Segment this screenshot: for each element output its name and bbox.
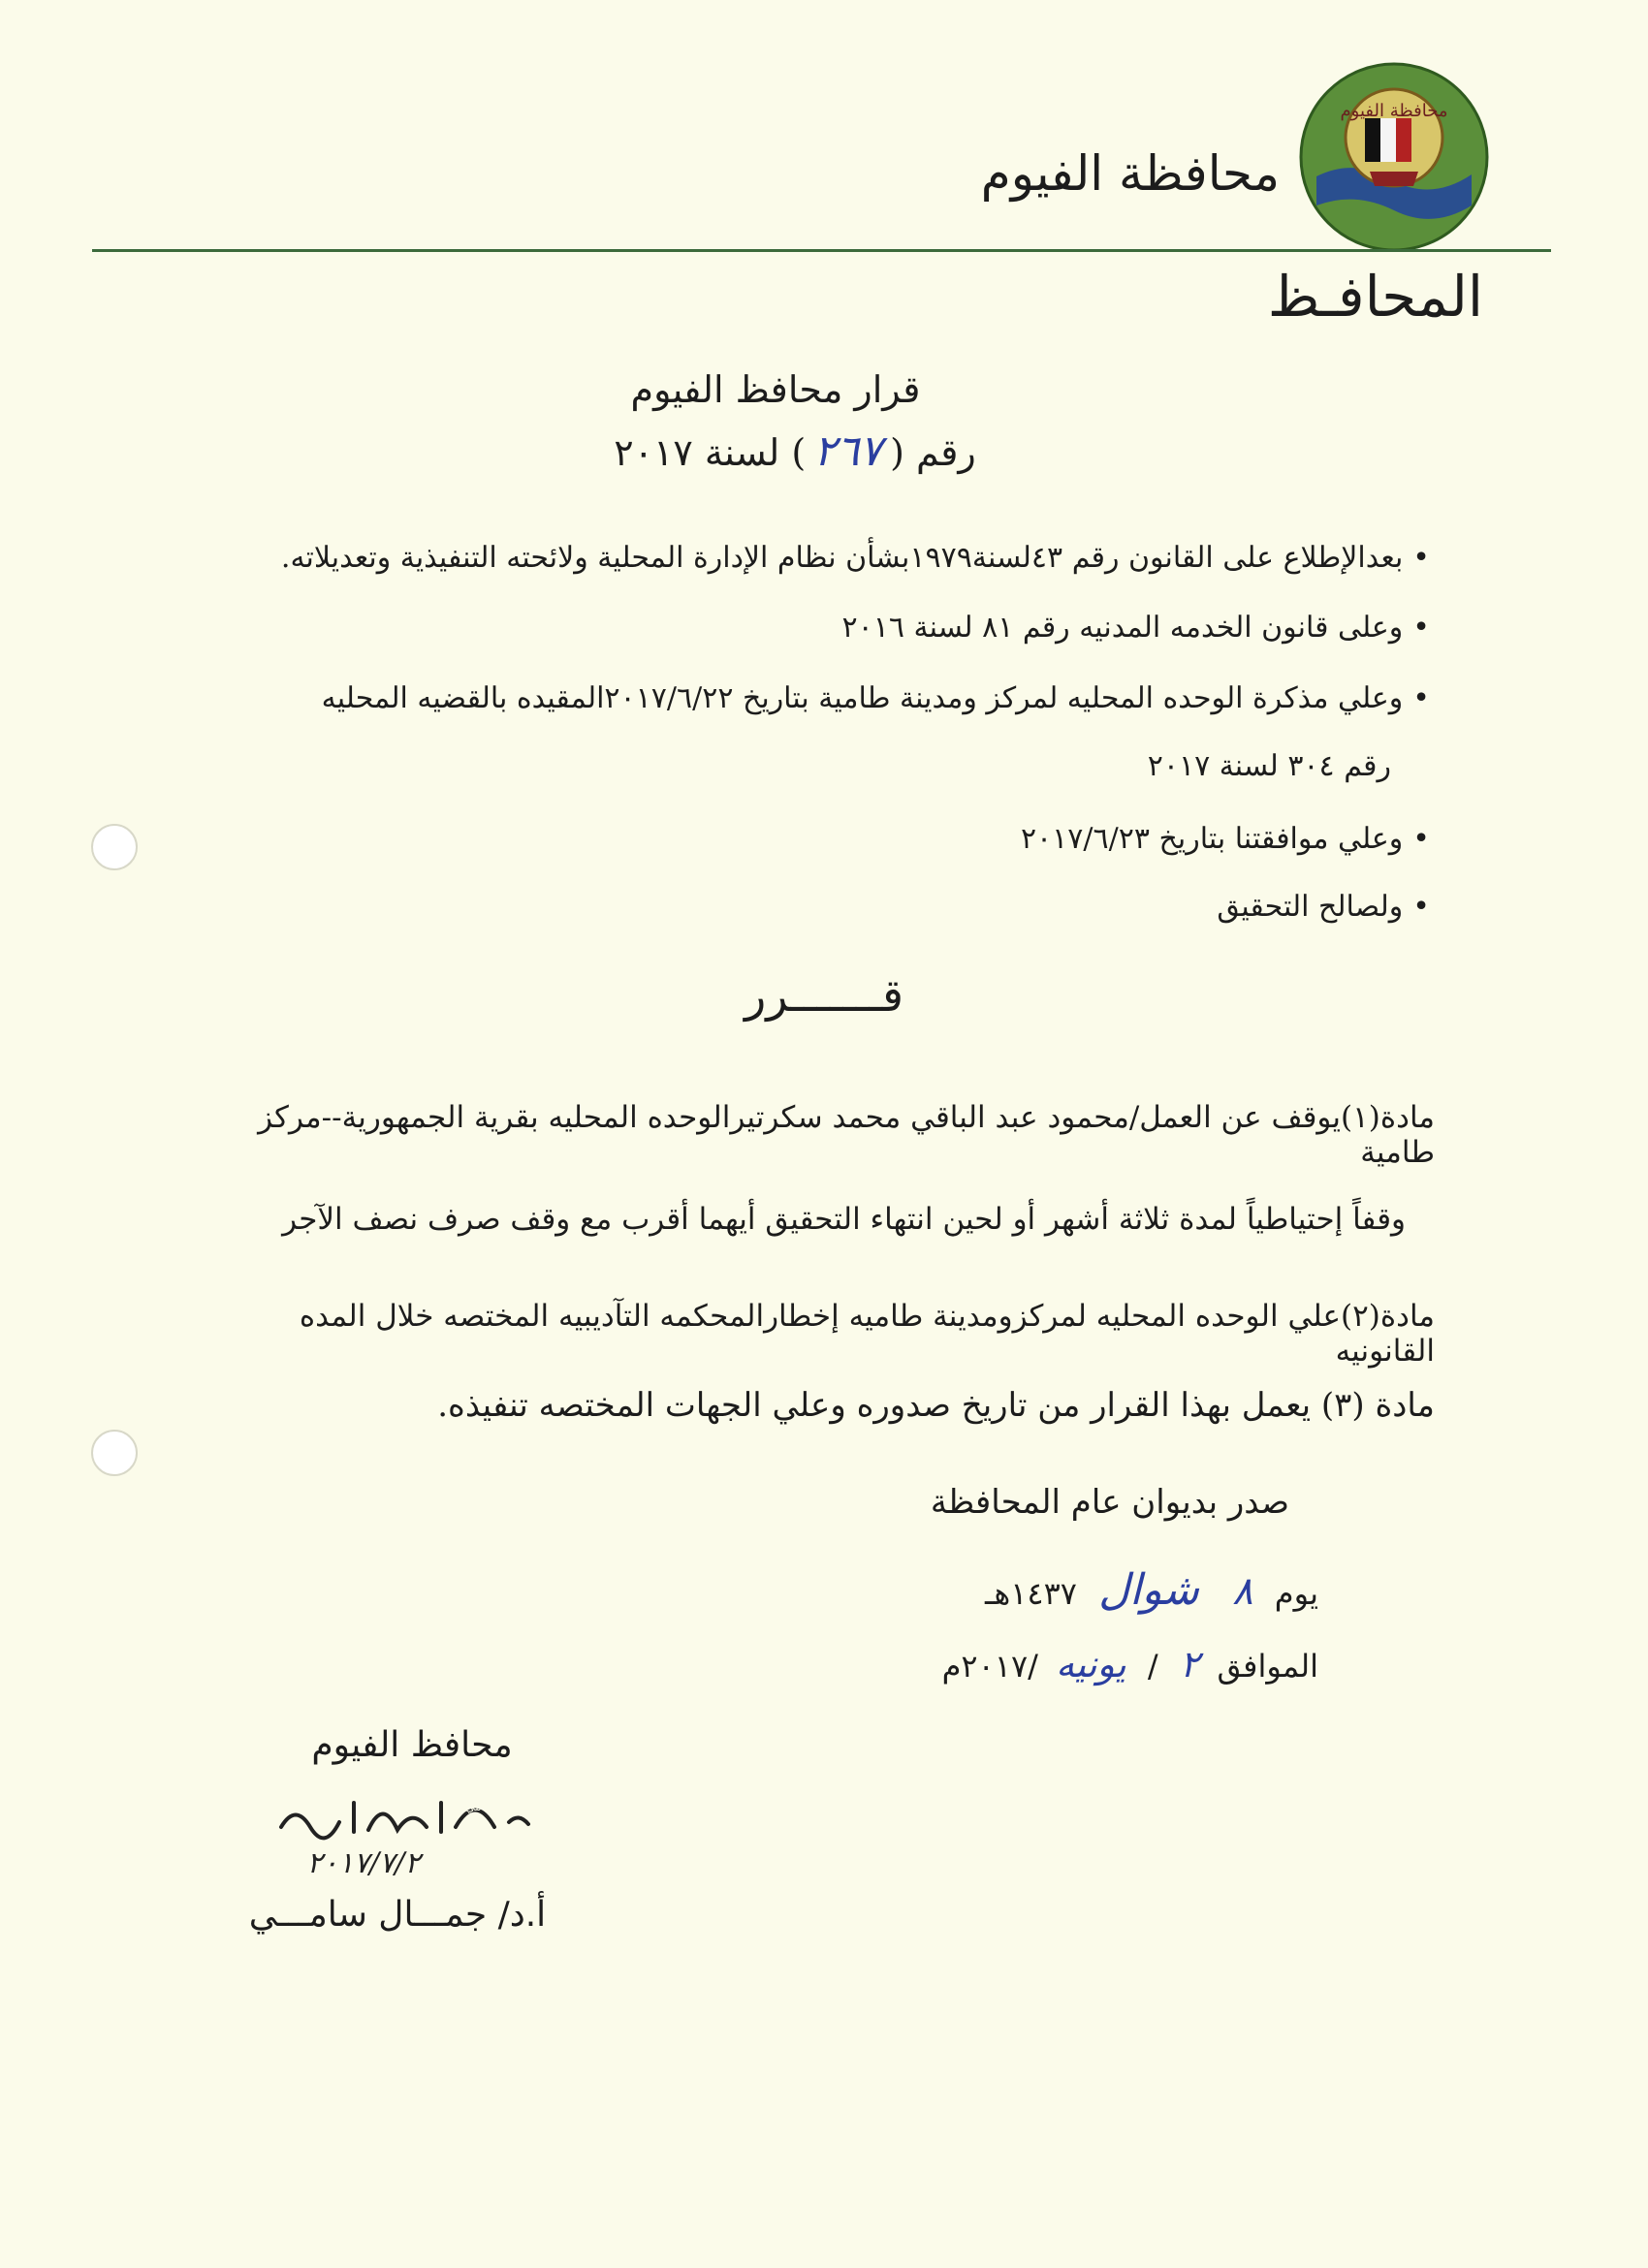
day-handwritten: ٨ (1232, 1569, 1253, 1614)
binder-hole-top (91, 824, 138, 870)
governorate-name: محافظة الفيوم (980, 145, 1280, 202)
day-label: يوم (1274, 1575, 1318, 1612)
article-2: مادة(٢)علي الوحده المحليه لمركزومدينة طاميه إخطارالمحكمه التآديبيه المختصه خلال المده القانونيه (299, 1299, 1435, 1369)
preamble-item: •وعلي مذكرة الوحده المحليه لمركز ومدينة طامية بتاريخ ٢٠١٧/٦/٢٢المقيده بالقضيه المحليه (321, 681, 1430, 715)
decision-number-handwritten: ٢٦٧ (813, 426, 883, 476)
signature-date: ٢٠١٧/٧/٢ (306, 1846, 421, 1880)
governorate-logo (1297, 60, 1491, 254)
svg-text:د جمال سامي: د جمال سامي (465, 1800, 533, 1813)
decision-number-suffix: ) لسنة ٢٠١٧ (614, 431, 807, 474)
corresponding-label: الموافق (1217, 1648, 1318, 1685)
preamble-item: •بعدالإطلاع على القانون رقم ٤٣لسنة١٩٧٩بشأن نظام الإدارة المحلية ولائحته التنفيذية وتعديلاته. (280, 541, 1430, 575)
svg-text:محافظة الفيوم: محافظة الفيوم (1340, 101, 1448, 121)
resolves-heading: قـــــــرر (745, 969, 903, 1022)
hijri-date (853, 1565, 1318, 1615)
issued-at: صدر بديوان عام المحافظة (930, 1483, 1289, 1522)
binder-hole-bottom (91, 1430, 138, 1476)
article-3: مادة (٣) يعمل بهذا القرار من تاريخ صدوره وعلي الجهات المختصه تنفيذه. (437, 1386, 1435, 1425)
decision-title: قرار محافظ الفيوم (630, 368, 921, 411)
header-divider (92, 249, 1551, 252)
greg-day-handwritten: ٢ (1179, 1643, 1200, 1685)
gregorian-date: الموافق ٢ / يونيه /٢٠١٧م (941, 1643, 1318, 1685)
preamble-item: •وعلي موافقتنا بتاريخ ٢٠١٧/٦/٢٣ (1020, 822, 1430, 856)
hijri-year: ١٤٣٧هـ (984, 1575, 1077, 1612)
greg-year: /٢٠١٧م (941, 1648, 1038, 1685)
preamble-item: •ولصالح التحقيق (1217, 890, 1430, 924)
greg-month-handwritten: يونيه (1056, 1643, 1126, 1685)
decision-number-prefix: رقم ( (890, 431, 976, 474)
month-handwritten: شوال (1098, 1565, 1199, 1615)
signatory-title: محافظ الفيوم (311, 1725, 513, 1765)
article-1: مادة(١)يوقف عن العمل/محمود عبد الباقي محمد سكرتيرالوحده المحليه بقرية الجمهورية--مركز طامية (258, 1100, 1435, 1170)
preamble-item-continuation: رقم ٣٠٤ لسنة ٢٠١٧ (1147, 749, 1391, 783)
preamble-item: •وعلى قانون الخدمه المدنيه رقم ٨١ لسنة ٢٠١٦ (841, 611, 1430, 645)
signature-scribble (262, 1783, 553, 1851)
signatory-name: أ.د/ جمـــال سامـــي (248, 1895, 547, 1935)
decision-number (543, 426, 1047, 476)
office-title: المحافـظ (1267, 264, 1483, 330)
article-1-continuation: وقفاً إحتياطياً لمدة ثلاثة أشهر أو لحين انتهاء التحقيق أيهما أقرب مع وقف صرف نصف الآجر (282, 1202, 1406, 1237)
